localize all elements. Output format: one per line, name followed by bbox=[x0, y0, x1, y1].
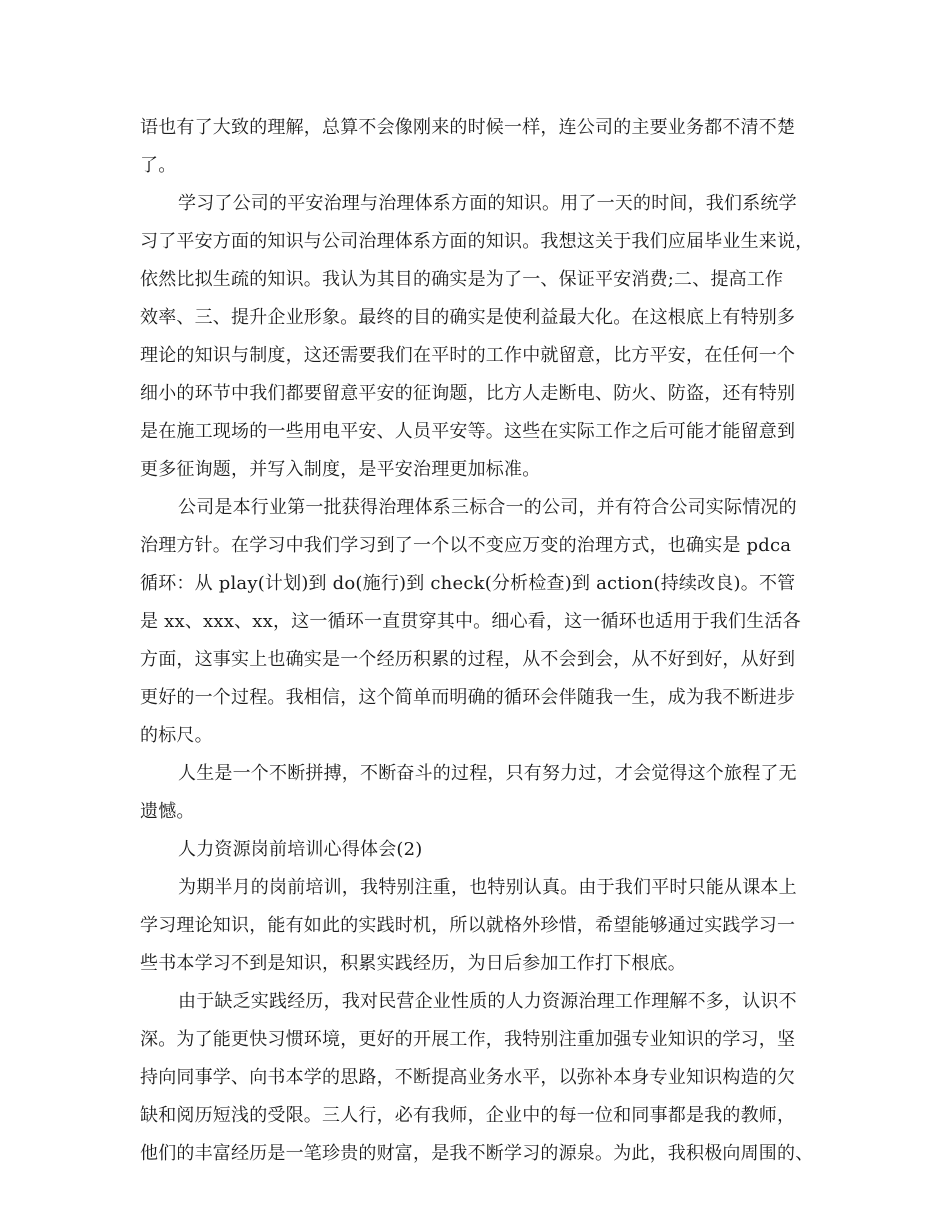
paragraph-start: 由于缺乏实践经历，我对民营企业性质的人力资源治理工作理解不多，认识不 bbox=[178, 991, 797, 1012]
text-line: 效率、三、提升企业形象。最终的目的确实是使利益最大化。在这根底上有特别多 bbox=[140, 307, 796, 328]
text-line: 缺和阅历短浅的受限。三人行，必有我师，企业中的每一位和同事都是我的教师， bbox=[140, 1105, 796, 1126]
text-line: 更好的一个过程。我相信，这个简单而明确的循环会伴随我一生，成为我不断进步 bbox=[140, 687, 796, 708]
text-line: 语也有了大致的理解，总算不会像刚来的时候一样，连公司的主要业务都不清不楚 bbox=[140, 117, 796, 138]
paragraph-start: 为期半月的岗前培训，我特别注重，也特别认真。由于我们平时只能从课本上 bbox=[178, 877, 797, 898]
text-line: 了。 bbox=[140, 155, 177, 176]
text-line: 细小的环节中我们都要留意平安的征询题，比方人走断电、防火、防盗，还有特别 bbox=[140, 383, 796, 404]
text-line: 学习理论知识，能有如此的实践时机，所以就格外珍惜，希望能够通过实践学习一 bbox=[140, 915, 796, 936]
text-line: 是 xx、xxx、xx，这一循环一直贯穿其中。细心看，这一循环也适用于我们生活各 bbox=[140, 611, 801, 632]
text-line: 方面，这事实上也确实是一个经历积累的过程，从不会到会，从不好到好，从好到 bbox=[140, 649, 796, 670]
text-line: 深。为了能更快习惯环境，更好的开展工作，我特别注重加强专业知识的学习，坚 bbox=[140, 1029, 796, 1050]
text-line: 的标尺。 bbox=[140, 725, 213, 746]
paragraph-start: 公司是本行业第一批获得治理体系三标合一的公司，并有符合公司实际情况的 bbox=[178, 497, 797, 518]
text-line: 治理方针。在学习中我们学习到了一个以不变应万变的治理方式，也确实是 pdca bbox=[140, 535, 792, 556]
text-line: 遗憾。 bbox=[140, 801, 195, 822]
text-line: 是在施工现场的一些用电平安、人员平安等。这些在实际工作之后可能才能留意到 bbox=[140, 421, 796, 442]
text-line: 他们的丰富经历是一笔珍贵的财富，是我不断学习的源泉。为此，我积极向周围的、 bbox=[140, 1143, 814, 1164]
text-line: 更多征询题，并写入制度，是平安治理更加标准。 bbox=[140, 459, 541, 480]
text-line: 习了平安方面的知识与公司治理体系方面的知识。我想这关于我们应届毕业生来说， bbox=[140, 231, 814, 252]
paragraph-start: 学习了公司的平安治理与治理体系方面的知识。用了一天的时间，我们系统学 bbox=[178, 193, 797, 214]
text-line: 理论的知识与制度，这还需要我们在平时的工作中就留意，比方平安，在任何一个 bbox=[140, 345, 796, 366]
text-line: 些书本学习不到是知识，积累实践经历，为日后参加工作打下根底。 bbox=[140, 953, 686, 974]
text-line: 持向同事学、向书本学的思路，不断提高业务水平，以弥补本身专业知识构造的欠 bbox=[140, 1067, 796, 1088]
paragraph-start: 人生是一个不断拼搏，不断奋斗的过程，只有努力过，才会觉得这个旅程了无 bbox=[178, 763, 797, 784]
text-line: 依然比拟生疏的知识。我认为其目的确实是为了一、保证平安消费;二、提高工作 bbox=[140, 269, 784, 290]
section-heading: 人力资源岗前培训心得体会(2) bbox=[178, 839, 423, 860]
text-line: 循环：从 play(计划)到 do(施行)到 check(分析检查)到 action(持续改良)。不管 bbox=[140, 573, 796, 594]
